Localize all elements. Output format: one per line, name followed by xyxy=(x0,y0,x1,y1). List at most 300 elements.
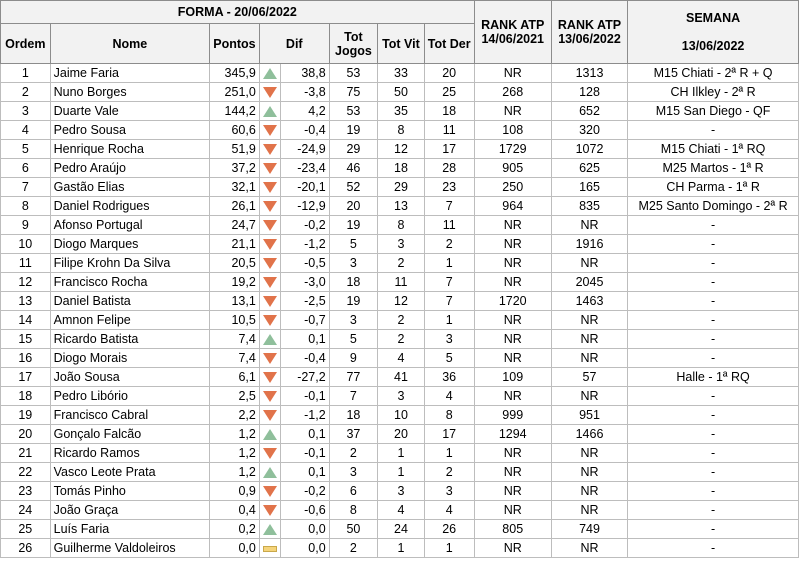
ordem-cell: 19 xyxy=(1,406,51,425)
rank-2022-cell: NR xyxy=(551,330,627,349)
triangle-up-icon xyxy=(263,106,277,117)
rank-2021-cell: 250 xyxy=(474,178,551,197)
tot-der-cell: 3 xyxy=(424,330,474,349)
table-row xyxy=(1,235,799,254)
tot-vit-cell: 12 xyxy=(378,292,425,311)
tot-der-cell: 7 xyxy=(424,273,474,292)
trend-indicator xyxy=(259,197,280,216)
semana-cell: - xyxy=(628,539,799,558)
ordem-cell: 16 xyxy=(1,349,51,368)
tot-der-cell: 26 xyxy=(424,520,474,539)
ordem-cell: 7 xyxy=(1,178,51,197)
table-row xyxy=(1,387,799,406)
dif-cell: 0,1 xyxy=(280,463,329,482)
col-tot-jogos-line2: Jogos xyxy=(335,43,372,58)
rank-2021-cell: NR xyxy=(474,311,551,330)
rank-2021-cell: NR xyxy=(474,216,551,235)
ordem-cell: 8 xyxy=(1,197,51,216)
semana-cell: M15 Chiati - 2ª R + Q xyxy=(628,64,799,83)
dif-cell: 0,0 xyxy=(280,539,329,558)
table-row xyxy=(1,539,799,558)
points-cell: 10,5 xyxy=(210,311,260,330)
trend-indicator xyxy=(259,463,280,482)
tot-jogos-cell: 19 xyxy=(329,292,377,311)
dif-cell: -0,5 xyxy=(280,254,329,273)
trend-indicator xyxy=(259,140,280,159)
tot-der-cell: 11 xyxy=(424,121,474,140)
rank-2022-cell: 1313 xyxy=(551,64,627,83)
tot-der-cell: 1 xyxy=(424,444,474,463)
trend-indicator xyxy=(259,387,280,406)
player-name: Henrique Rocha xyxy=(50,140,209,159)
tot-der-cell: 28 xyxy=(424,159,474,178)
points-cell: 1,2 xyxy=(210,463,260,482)
dif-cell: -12,9 xyxy=(280,197,329,216)
tot-vit-cell: 2 xyxy=(378,254,425,273)
dif-cell: -0,1 xyxy=(280,387,329,406)
rank-atp-2021-label: RANK ATP xyxy=(481,18,545,32)
tot-der-cell: 3 xyxy=(424,482,474,501)
rank-2021-cell: 268 xyxy=(474,83,551,102)
tot-vit-cell: 24 xyxy=(378,520,425,539)
tot-vit-cell: 12 xyxy=(378,140,425,159)
semana-cell: CH Ilkley - 2ª R xyxy=(628,83,799,102)
trend-indicator xyxy=(259,482,280,501)
ordem-cell: 17 xyxy=(1,368,51,387)
table-row xyxy=(1,178,799,197)
table-row xyxy=(1,292,799,311)
ordem-cell: 3 xyxy=(1,102,51,121)
points-cell: 251,0 xyxy=(210,83,260,102)
trend-indicator xyxy=(259,311,280,330)
rank-2022-cell: NR xyxy=(551,444,627,463)
tot-der-cell: 8 xyxy=(424,406,474,425)
tot-vit-cell: 11 xyxy=(378,273,425,292)
tot-der-cell: 20 xyxy=(424,64,474,83)
triangle-down-icon xyxy=(263,391,277,402)
trend-indicator xyxy=(259,444,280,463)
tot-vit-cell: 3 xyxy=(378,235,425,254)
semana-cell: - xyxy=(628,520,799,539)
forma-title: FORMA - 20/06/2022 xyxy=(1,1,475,24)
points-cell: 345,9 xyxy=(210,64,260,83)
player-name: Pedro Sousa xyxy=(50,121,209,140)
dif-cell: -3,0 xyxy=(280,273,329,292)
tot-der-cell: 7 xyxy=(424,197,474,216)
player-name: Pedro Araújo xyxy=(50,159,209,178)
tot-jogos-cell: 3 xyxy=(329,311,377,330)
table-row xyxy=(1,311,799,330)
points-cell: 21,1 xyxy=(210,235,260,254)
rank-2021-cell: 108 xyxy=(474,121,551,140)
rank-2022-cell: NR xyxy=(551,463,627,482)
player-name: Luís Faria xyxy=(50,520,209,539)
rank-2021-cell: 964 xyxy=(474,197,551,216)
dif-cell: -27,2 xyxy=(280,368,329,387)
semana-cell: - xyxy=(628,482,799,501)
tot-jogos-cell: 19 xyxy=(329,216,377,235)
player-name: Diogo Marques xyxy=(50,235,209,254)
triangle-down-icon xyxy=(263,258,277,269)
tot-jogos-cell: 2 xyxy=(329,444,377,463)
player-name: Francisco Cabral xyxy=(50,406,209,425)
rank-2022-cell: NR xyxy=(551,387,627,406)
points-cell: 26,1 xyxy=(210,197,260,216)
tot-vit-cell: 3 xyxy=(378,387,425,406)
rank-2022-cell: 320 xyxy=(551,121,627,140)
rank-2022-cell: 951 xyxy=(551,406,627,425)
tot-jogos-cell: 9 xyxy=(329,349,377,368)
triangle-down-icon xyxy=(263,125,277,136)
player-name: Daniel Batista xyxy=(50,292,209,311)
table-row xyxy=(1,349,799,368)
rank-2021-cell: NR xyxy=(474,463,551,482)
player-name: Gastão Elias xyxy=(50,178,209,197)
ordem-cell: 10 xyxy=(1,235,51,254)
points-cell: 37,2 xyxy=(210,159,260,178)
points-cell: 20,5 xyxy=(210,254,260,273)
table-row xyxy=(1,64,799,83)
tot-vit-cell: 10 xyxy=(378,406,425,425)
trend-indicator xyxy=(259,273,280,292)
rank-2021-cell: 905 xyxy=(474,159,551,178)
rank-2022-cell: NR xyxy=(551,501,627,520)
dif-cell: -2,5 xyxy=(280,292,329,311)
table-row xyxy=(1,121,799,140)
semana-label: SEMANA xyxy=(685,11,741,25)
tot-vit-cell: 4 xyxy=(378,349,425,368)
triangle-down-icon xyxy=(263,505,277,516)
tot-der-cell: 1 xyxy=(424,254,474,273)
trend-indicator xyxy=(259,235,280,254)
tot-der-cell: 2 xyxy=(424,235,474,254)
tot-jogos-cell: 5 xyxy=(329,330,377,349)
rank-2022-cell: 1466 xyxy=(551,425,627,444)
rank-atp-2022-date: 13/06/2022 xyxy=(558,32,621,46)
triangle-down-icon xyxy=(263,277,277,288)
dif-cell: -0,2 xyxy=(280,216,329,235)
tot-jogos-cell: 18 xyxy=(329,406,377,425)
rank-2022-cell: 1916 xyxy=(551,235,627,254)
table-row xyxy=(1,444,799,463)
semana-header xyxy=(628,1,799,64)
semana-cell: - xyxy=(628,425,799,444)
points-cell: 1,2 xyxy=(210,425,260,444)
player-name: Nuno Borges xyxy=(50,83,209,102)
semana-cell: - xyxy=(628,311,799,330)
semana-cell: - xyxy=(628,292,799,311)
player-name: Francisco Rocha xyxy=(50,273,209,292)
ordem-cell: 5 xyxy=(1,140,51,159)
trend-indicator xyxy=(259,121,280,140)
dif-cell: -23,4 xyxy=(280,159,329,178)
rank-2021-cell: 109 xyxy=(474,368,551,387)
col-tot-vit: Tot Vit xyxy=(378,24,425,64)
player-name: Pedro Libório xyxy=(50,387,209,406)
table-row xyxy=(1,216,799,235)
semana-cell: - xyxy=(628,273,799,292)
points-cell: 1,2 xyxy=(210,444,260,463)
rank-2021-cell: 1720 xyxy=(474,292,551,311)
player-name: João Sousa xyxy=(50,368,209,387)
ordem-cell: 12 xyxy=(1,273,51,292)
tot-jogos-cell: 7 xyxy=(329,387,377,406)
points-cell: 32,1 xyxy=(210,178,260,197)
rank-2021-cell: 1294 xyxy=(474,425,551,444)
rank-2022-cell: 835 xyxy=(551,197,627,216)
triangle-down-icon xyxy=(263,410,277,421)
tot-vit-cell: 3 xyxy=(378,482,425,501)
triangle-down-icon xyxy=(263,239,277,250)
ordem-cell: 14 xyxy=(1,311,51,330)
rank-2021-cell: NR xyxy=(474,387,551,406)
points-cell: 0,2 xyxy=(210,520,260,539)
table-row xyxy=(1,425,799,444)
col-nome: Nome xyxy=(50,24,209,64)
ordem-cell: 18 xyxy=(1,387,51,406)
tot-der-cell: 5 xyxy=(424,349,474,368)
ordem-cell: 2 xyxy=(1,83,51,102)
points-cell: 0,9 xyxy=(210,482,260,501)
rank-2022-cell: NR xyxy=(551,349,627,368)
triangle-down-icon xyxy=(263,315,277,326)
player-name: Guilherme Valdoleiros xyxy=(50,539,209,558)
dif-cell: 0,1 xyxy=(280,330,329,349)
ordem-cell: 15 xyxy=(1,330,51,349)
ordem-cell: 24 xyxy=(1,501,51,520)
player-name: Duarte Vale xyxy=(50,102,209,121)
trend-indicator xyxy=(259,368,280,387)
tot-jogos-cell: 77 xyxy=(329,368,377,387)
table-row xyxy=(1,159,799,178)
player-name: Daniel Rodrigues xyxy=(50,197,209,216)
points-cell: 6,1 xyxy=(210,368,260,387)
tot-jogos-cell: 29 xyxy=(329,140,377,159)
player-name: Vasco Leote Prata xyxy=(50,463,209,482)
table-row xyxy=(1,520,799,539)
rank-2022-cell: 2045 xyxy=(551,273,627,292)
dif-cell: -24,9 xyxy=(280,140,329,159)
col-tot-jogos-line1: Tot xyxy=(344,29,363,44)
trend-indicator xyxy=(259,539,280,558)
table-row xyxy=(1,197,799,216)
ordem-cell: 13 xyxy=(1,292,51,311)
semana-cell: - xyxy=(628,330,799,349)
semana-cell: M15 San Diego - QF xyxy=(628,102,799,121)
table-row xyxy=(1,102,799,121)
tot-jogos-cell: 53 xyxy=(329,102,377,121)
tot-vit-cell: 33 xyxy=(378,64,425,83)
points-cell: 19,2 xyxy=(210,273,260,292)
semana-cell: - xyxy=(628,387,799,406)
col-pontos: Pontos xyxy=(210,24,260,64)
player-name: Gonçalo Falcão xyxy=(50,425,209,444)
triangle-down-icon xyxy=(263,372,277,383)
table-row xyxy=(1,83,799,102)
rank-2022-cell: NR xyxy=(551,482,627,501)
tot-jogos-cell: 53 xyxy=(329,64,377,83)
table-row xyxy=(1,140,799,159)
col-tot-der: Tot Der xyxy=(424,24,474,64)
points-cell: 144,2 xyxy=(210,102,260,121)
dif-cell: 0,1 xyxy=(280,425,329,444)
rank-2021-cell: NR xyxy=(474,444,551,463)
rank-2021-cell: NR xyxy=(474,501,551,520)
trend-indicator xyxy=(259,520,280,539)
rank-2021-cell: NR xyxy=(474,254,551,273)
dif-cell: -1,2 xyxy=(280,235,329,254)
tot-jogos-cell: 75 xyxy=(329,83,377,102)
trend-indicator xyxy=(259,254,280,273)
ordem-cell: 1 xyxy=(1,64,51,83)
tot-vit-cell: 1 xyxy=(378,463,425,482)
table-body xyxy=(1,64,799,558)
ordem-cell: 21 xyxy=(1,444,51,463)
points-cell: 0,0 xyxy=(210,539,260,558)
rank-2022-cell: 1072 xyxy=(551,140,627,159)
rank-2021-cell: 1729 xyxy=(474,140,551,159)
rank-2021-cell: NR xyxy=(474,64,551,83)
tot-vit-cell: 35 xyxy=(378,102,425,121)
tot-der-cell: 7 xyxy=(424,292,474,311)
triangle-up-icon xyxy=(263,334,277,345)
rank-2021-cell: NR xyxy=(474,539,551,558)
trend-indicator xyxy=(259,425,280,444)
table-row xyxy=(1,482,799,501)
tot-vit-cell: 1 xyxy=(378,444,425,463)
tot-der-cell: 4 xyxy=(424,501,474,520)
triangle-down-icon xyxy=(263,201,277,212)
dif-cell: -0,1 xyxy=(280,444,329,463)
trend-indicator xyxy=(259,292,280,311)
dif-cell: -0,4 xyxy=(280,121,329,140)
rank-atp-2022-header xyxy=(551,1,627,64)
dif-cell: -20,1 xyxy=(280,178,329,197)
ordem-cell: 9 xyxy=(1,216,51,235)
rank-2022-cell: 57 xyxy=(551,368,627,387)
rank-2021-cell: NR xyxy=(474,349,551,368)
dif-cell: -0,2 xyxy=(280,482,329,501)
ordem-cell: 11 xyxy=(1,254,51,273)
tot-jogos-cell: 37 xyxy=(329,425,377,444)
tot-vit-cell: 8 xyxy=(378,216,425,235)
semana-cell: - xyxy=(628,235,799,254)
table-row xyxy=(1,501,799,520)
tot-jogos-cell: 3 xyxy=(329,254,377,273)
tot-der-cell: 23 xyxy=(424,178,474,197)
tot-vit-cell: 50 xyxy=(378,83,425,102)
trend-indicator xyxy=(259,216,280,235)
ordem-cell: 4 xyxy=(1,121,51,140)
tot-vit-cell: 20 xyxy=(378,425,425,444)
triangle-down-icon xyxy=(263,144,277,155)
semana-cell: - xyxy=(628,254,799,273)
player-name: João Graça xyxy=(50,501,209,520)
triangle-up-icon xyxy=(263,467,277,478)
rank-2021-cell: NR xyxy=(474,330,551,349)
semana-cell: CH Parma - 1ª R xyxy=(628,178,799,197)
triangle-up-icon xyxy=(263,68,277,79)
rank-2022-cell: NR xyxy=(551,254,627,273)
tot-vit-cell: 4 xyxy=(378,501,425,520)
rank-2022-cell: 1463 xyxy=(551,292,627,311)
semana-cell: M25 Santo Domingo - 2ª R xyxy=(628,197,799,216)
rank-2022-cell: 625 xyxy=(551,159,627,178)
ordem-cell: 25 xyxy=(1,520,51,539)
tot-der-cell: 4 xyxy=(424,387,474,406)
tot-jogos-cell: 50 xyxy=(329,520,377,539)
rank-2021-cell: 805 xyxy=(474,520,551,539)
rank-2021-cell: NR xyxy=(474,482,551,501)
table-row xyxy=(1,254,799,273)
semana-cell: - xyxy=(628,349,799,368)
tot-der-cell: 36 xyxy=(424,368,474,387)
col-tot-jogos xyxy=(329,24,377,64)
trend-indicator xyxy=(259,501,280,520)
semana-cell: Halle - 1ª RQ xyxy=(628,368,799,387)
points-cell: 24,7 xyxy=(210,216,260,235)
table-row xyxy=(1,273,799,292)
rank-2022-cell: NR xyxy=(551,311,627,330)
player-name: Amnon Felipe xyxy=(50,311,209,330)
semana-cell: - xyxy=(628,121,799,140)
tot-der-cell: 1 xyxy=(424,311,474,330)
tot-der-cell: 1 xyxy=(424,539,474,558)
dif-cell: 0,0 xyxy=(280,520,329,539)
rank-2022-cell: 165 xyxy=(551,178,627,197)
table-row xyxy=(1,463,799,482)
player-name: Ricardo Ramos xyxy=(50,444,209,463)
tot-jogos-cell: 8 xyxy=(329,501,377,520)
trend-indicator xyxy=(259,159,280,178)
trend-indicator xyxy=(259,349,280,368)
rank-2021-cell: NR xyxy=(474,273,551,292)
tot-vit-cell: 29 xyxy=(378,178,425,197)
rank-2021-cell: NR xyxy=(474,102,551,121)
rank-2022-cell: 652 xyxy=(551,102,627,121)
tot-jogos-cell: 18 xyxy=(329,273,377,292)
semana-cell: - xyxy=(628,444,799,463)
table-row xyxy=(1,368,799,387)
tot-jogos-cell: 6 xyxy=(329,482,377,501)
trend-indicator xyxy=(259,178,280,197)
tot-vit-cell: 18 xyxy=(378,159,425,178)
semana-cell: - xyxy=(628,406,799,425)
tot-vit-cell: 13 xyxy=(378,197,425,216)
col-ordem: Ordem xyxy=(1,24,51,64)
dif-cell: 38,8 xyxy=(280,64,329,83)
table-row xyxy=(1,330,799,349)
triangle-down-icon xyxy=(263,296,277,307)
player-name: Diogo Morais xyxy=(50,349,209,368)
points-cell: 7,4 xyxy=(210,330,260,349)
player-name: Tomás Pinho xyxy=(50,482,209,501)
player-name: Jaime Faria xyxy=(50,64,209,83)
rank-2022-cell: 749 xyxy=(551,520,627,539)
semana-date: 13/06/2022 xyxy=(681,39,745,53)
points-cell: 51,9 xyxy=(210,140,260,159)
ordem-cell: 23 xyxy=(1,482,51,501)
dif-cell: -1,2 xyxy=(280,406,329,425)
points-cell: 60,6 xyxy=(210,121,260,140)
points-cell: 0,4 xyxy=(210,501,260,520)
rank-2021-cell: NR xyxy=(474,235,551,254)
points-cell: 13,1 xyxy=(210,292,260,311)
tot-vit-cell: 2 xyxy=(378,311,425,330)
tot-vit-cell: 8 xyxy=(378,121,425,140)
semana-cell: M15 Chiati - 1ª RQ xyxy=(628,140,799,159)
dif-cell: 4,2 xyxy=(280,102,329,121)
